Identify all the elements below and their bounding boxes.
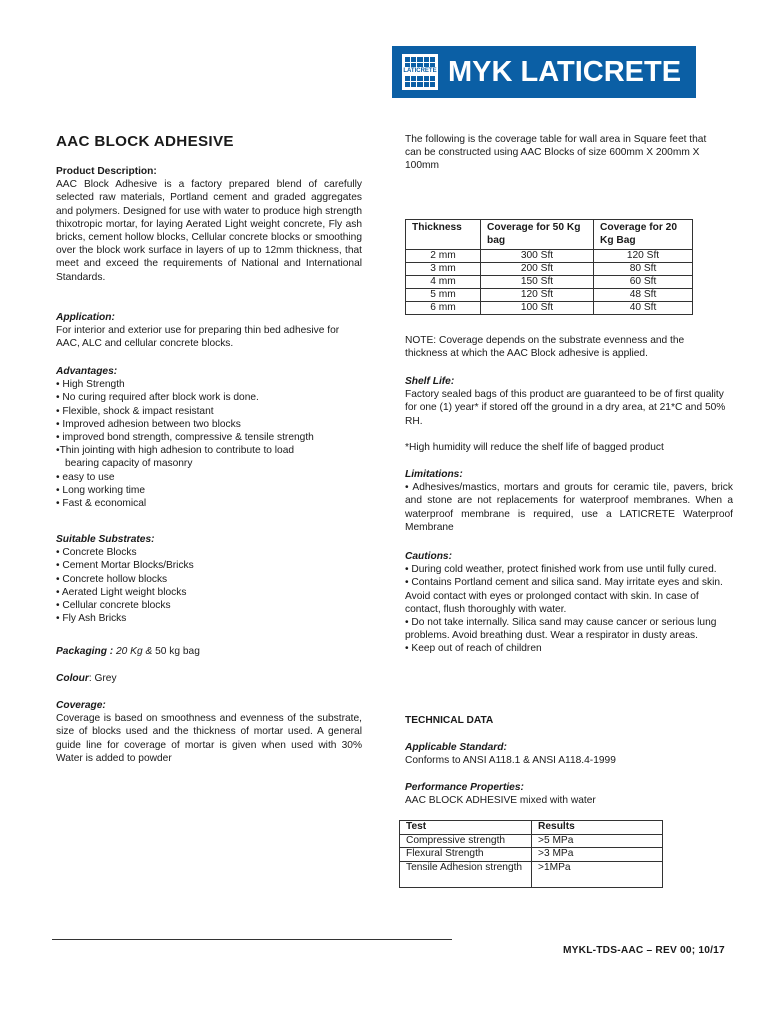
- coverage-note: NOTE: Coverage depends on the substrate evenness and the thickness at which the AAC Block adhesive is applied.: [405, 335, 685, 360]
- table-header-cell: Coverage for 50 Kg bag: [481, 220, 594, 250]
- list-item: • High Strength: [56, 379, 125, 391]
- table-row: [400, 861, 663, 887]
- shelf-life-note: *High humidity will reduce the shelf life of bagged product: [405, 441, 664, 453]
- application-heading: Application:: [56, 312, 115, 323]
- list-item: • Do not take internally. Silica sand may cause cancer or serious lung problems. Avoid breathing dust. Wear a respirator in dusty areas.: [405, 617, 717, 642]
- coverage-intro: The following is the coverage table for wall area in Square feet that can be constructed using AAC Blocks of size 600mm X 200mm X 100mm: [405, 134, 707, 172]
- list-item: • Long working time: [56, 484, 146, 496]
- table-row: [406, 250, 693, 263]
- coverage-table: [405, 219, 693, 315]
- table-cell: Compressive strength: [400, 834, 532, 848]
- table-cell: 120 Sft: [594, 250, 693, 263]
- table-header-cell: Coverage for 20 Kg Bag: [594, 220, 693, 250]
- application-text: For interior and exterior use for preparing thin bed adhesive for AAC, ALC and cellular concrete blocks.: [56, 325, 340, 350]
- table-cell: 4 mm: [406, 276, 481, 289]
- document-title: AAC BLOCK ADHESIVE: [56, 133, 234, 150]
- list-item: • Keep out of reach of children: [405, 643, 542, 655]
- table-header-cell: Test: [400, 821, 532, 835]
- cautions-heading: Cautions:: [405, 551, 452, 562]
- table-row: [406, 302, 693, 315]
- table-cell: 150 Sft: [481, 276, 594, 289]
- table-cell: >1MPa: [532, 861, 663, 887]
- table-cell: 80 Sft: [594, 263, 693, 276]
- table-row: [406, 276, 693, 289]
- list-item: • Improved adhesion between two blocks: [56, 418, 241, 430]
- packaging-line: [56, 645, 362, 658]
- list-item: • Fast & economical: [56, 498, 147, 510]
- table-cell: 200 Sft: [481, 263, 594, 276]
- list-item: • Fly Ash Bricks: [56, 613, 127, 625]
- list-item: • improved bond strength, compressive & tensile strength: [56, 432, 314, 444]
- table-cell: 6 mm: [406, 302, 481, 315]
- list-item: • easy to use: [56, 471, 115, 483]
- limitations-text: • Adhesives/mastics, mortars and grouts for ceramic tile, pavers, brick and stone are not replacements for waterproof membranes. When a waterproof membrane is required, use a LATICRETE Waterproof Membrane: [405, 482, 733, 533]
- table-cell: 2 mm: [406, 250, 481, 263]
- product-description-text: AAC Block Adhesive is a factory prepared blend of carefully selected raw materials, Portland cement and graded aggregates and polymers. Designed for use with water to produce high strength thixotropic mortar, for laying Aerated Light weight concrete, Fly ash bricks, cement hollow blocks, Cellular concrete blocks or smoothing over the block work surface in layers of up to 12mm thickness, that meet and exceed the requirements of National and International Standards.: [56, 179, 362, 283]
- table-cell: Tensile Adhesion strength: [400, 861, 532, 887]
- performance-text: AAC BLOCK ADHESIVE mixed with water: [405, 795, 596, 807]
- table-cell: 120 Sft: [481, 289, 594, 302]
- colour-label: Colour: [56, 673, 89, 684]
- list-item: • Flexible, shock & impact resistant: [56, 405, 214, 417]
- coverage-text: Coverage is based on smoothness and evenness of the substrate, size of blocks used and the thickness of mortar used. A general guide line for coverage of mortar is given when used with 30% Water is added to powder: [56, 713, 362, 764]
- table-cell: 48 Sft: [594, 289, 693, 302]
- list-item: • Contains Portland cement and silica sand. May irritate eyes and skin. Avoid contact with eyes or prolonged contact with skin. In case of contact, flush thoroughly with water.: [405, 577, 723, 615]
- table-cell: 40 Sft: [594, 302, 693, 315]
- company-logo: [392, 46, 696, 98]
- shelf-life-section: [405, 375, 733, 454]
- footer-divider: [52, 939, 452, 940]
- substrates-heading: Suitable Substrates:: [56, 534, 155, 545]
- table-cell: 100 Sft: [481, 302, 594, 315]
- list-item: • Cement Mortar Blocks/Bricks: [56, 560, 194, 572]
- list-item: • No curing required after block work is done.: [56, 392, 259, 404]
- product-description-heading: Product Description:: [56, 166, 157, 177]
- colour-line: [56, 672, 362, 685]
- table-header-cell: Thickness: [406, 220, 481, 250]
- limitations-section: [405, 468, 733, 534]
- document-code: MYKL-TDS-AAC – REV 00; 10/17: [563, 945, 725, 956]
- table-row: [406, 289, 693, 302]
- colour-value: : Grey: [88, 673, 117, 684]
- performance-section: [405, 781, 735, 807]
- list-item: • Concrete hollow blocks: [56, 573, 168, 585]
- packaging-value-italic: 20 Kg &: [113, 646, 153, 657]
- packaging-value: 50 kg bag: [152, 646, 200, 657]
- list-item: •Thin jointing with high adhesion to contribute to load: [56, 445, 295, 457]
- table-row: [400, 834, 663, 848]
- list-item: • Aerated Light weight blocks: [56, 586, 187, 598]
- standard-section: [405, 741, 735, 767]
- table-cell: >3 MPa: [532, 848, 663, 862]
- coverage-section: [56, 699, 362, 765]
- technical-data-heading: [405, 714, 735, 727]
- standard-heading: Applicable Standard:: [405, 742, 507, 753]
- table-cell: 300 Sft: [481, 250, 594, 263]
- logo-grid-icon: [402, 54, 438, 90]
- table-header-row: [400, 821, 663, 835]
- advantages-section: [56, 365, 362, 510]
- logo-badge-text: LATICRETE: [403, 68, 437, 74]
- table-cell: 3 mm: [406, 263, 481, 276]
- list-item: • Cellular concrete blocks: [56, 600, 171, 612]
- technical-data-title: TECHNICAL DATA: [405, 715, 494, 726]
- limitations-heading: Limitations:: [405, 469, 463, 480]
- shelf-life-heading: Shelf Life:: [405, 376, 455, 387]
- shelf-life-text: Factory sealed bags of this product are guaranteed to be of first quality for one (1) year* if stored off the ground in a dry area, at 21*C and 50% RH.: [405, 389, 726, 427]
- table-cell: 60 Sft: [594, 276, 693, 289]
- table-row: [400, 848, 663, 862]
- list-item: • During cold weather, protect finished work from use until fully cured.: [405, 564, 717, 576]
- table-header-row: [406, 220, 693, 250]
- table-cell: Flexural Strength: [400, 848, 532, 862]
- list-item: • Concrete Blocks: [56, 547, 137, 559]
- product-description-section: [56, 165, 362, 284]
- standard-text: Conforms to ANSI A118.1 & ANSI A118.4-1999: [405, 755, 616, 767]
- packaging-label: Packaging :: [56, 646, 114, 657]
- advantages-heading: Advantages:: [56, 366, 118, 377]
- substrates-section: [56, 533, 362, 625]
- cautions-section: [405, 550, 727, 656]
- table-header-cell: Results: [532, 821, 663, 835]
- table-cell: >5 MPa: [532, 834, 663, 848]
- coverage-heading: Coverage:: [56, 700, 106, 711]
- table-cell: 5 mm: [406, 289, 481, 302]
- table-row: [406, 263, 693, 276]
- technical-data-table: [399, 820, 663, 888]
- application-section: [56, 311, 362, 351]
- performance-heading: Performance Properties:: [405, 782, 524, 793]
- logo-wordmark: MYK LATICRETE: [448, 56, 682, 88]
- list-item: bearing capacity of masonry: [65, 458, 193, 470]
